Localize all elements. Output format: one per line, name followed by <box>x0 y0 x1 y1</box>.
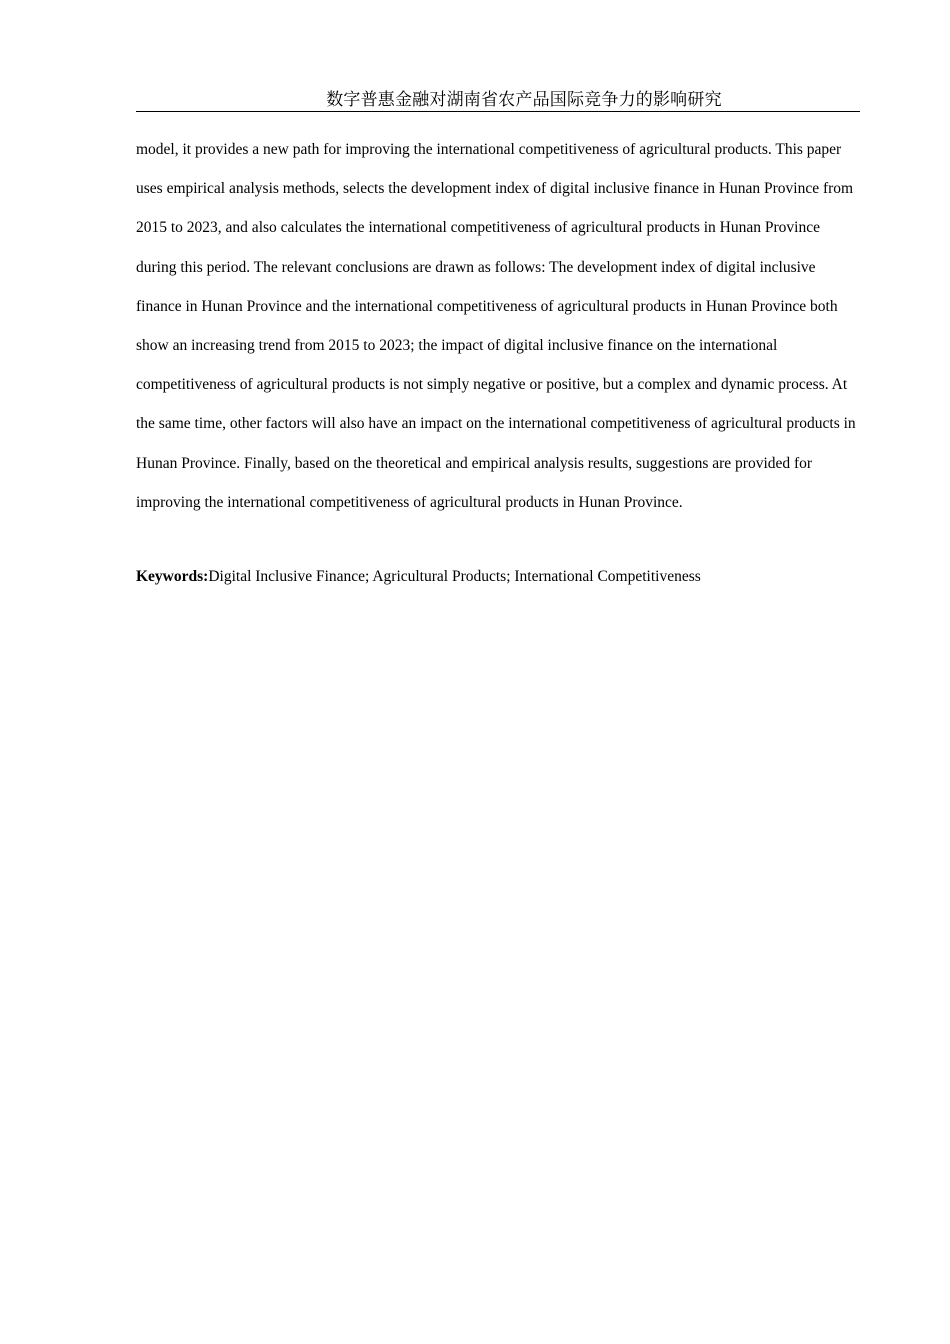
keywords-line <box>136 566 860 588</box>
keywords-value: Digital Inclusive Finance; Agricultural Products; International Competitiveness <box>208 568 701 585</box>
keywords-label: Keywords: <box>136 568 209 585</box>
running-header-title: 数字普惠金融对湖南省农产品国际竞争力的影响研究 <box>136 88 860 112</box>
abstract-paragraph: model, it provides a new path for improving the international competitiveness of agricultural products. This paper uses empirical analysis methods, selects the development index of digital inclusive finance in Hunan Province from 2015 to 2023, and also calculates the international competitiveness of agricultural products in Hunan Province during this period. The relevant conclusions are drawn as follows: The development index of digital inclusive finance in Hunan Province and the international competitiveness of agricultural products in Hunan Province both show an increasing trend from 2015 to 2023; the impact of digital inclusive finance on the international competitiveness of agricultural products is not simply negative or positive, but a complex and dynamic process. At the same time, other factors will also have an impact on the international competitiveness of agricultural products in Hunan Province. Finally, based on the theoretical and empirical analysis results, suggestions are provided for improving the international competitiveness of agricultural products in Hunan Province. <box>136 141 856 511</box>
